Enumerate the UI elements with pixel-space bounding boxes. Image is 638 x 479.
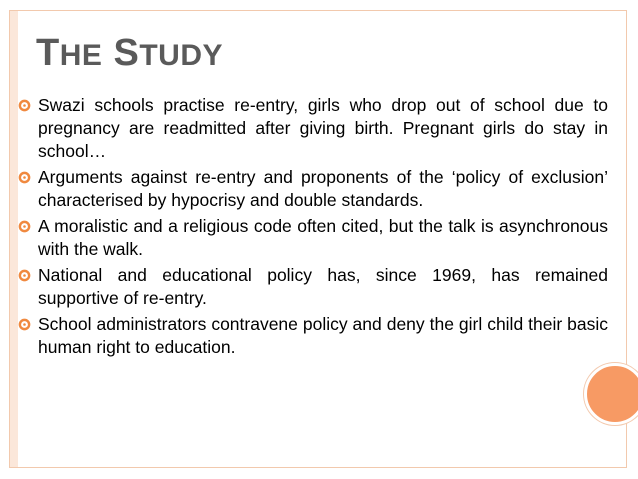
title-second-rest: TUDY <box>139 39 223 72</box>
bullet-item <box>18 166 608 212</box>
bullet-item <box>18 313 608 359</box>
bullet-item <box>18 264 608 310</box>
bullet-text: Swazi schools practise re-entry, girls who drop out of school due to pregnancy are readmitted after giving birth. Pregnant girls do stay in school… <box>38 95 608 161</box>
title-second-cap: S <box>113 32 140 74</box>
title-first-rest: HE <box>59 39 103 72</box>
sun-bullet-icon <box>18 318 31 331</box>
sun-bullet-icon <box>18 269 31 282</box>
sun-bullet-icon <box>18 220 31 233</box>
bullet-text: Arguments against re-entry and proponents of the ‘policy of exclusion’ characterised by hypocrisy and double standards. <box>38 167 608 210</box>
bullet-text: School administrators contravene policy and deny the girl child their basic human right to education. <box>38 314 608 357</box>
bullet-item <box>18 215 608 261</box>
sun-bullet-icon <box>18 171 31 184</box>
bullet-list <box>18 94 608 362</box>
accent-circle <box>584 363 638 425</box>
bullet-item <box>18 94 608 163</box>
bullet-text: National and educational policy has, since 1969, has remained supportive of re-entry. <box>38 265 608 308</box>
bullet-text: A moralistic and a religious code often cited, but the talk is asynchronous with the walk. <box>38 216 608 259</box>
sun-bullet-icon <box>18 99 31 112</box>
slide-title <box>36 30 223 79</box>
title-first-cap: T <box>36 32 60 74</box>
